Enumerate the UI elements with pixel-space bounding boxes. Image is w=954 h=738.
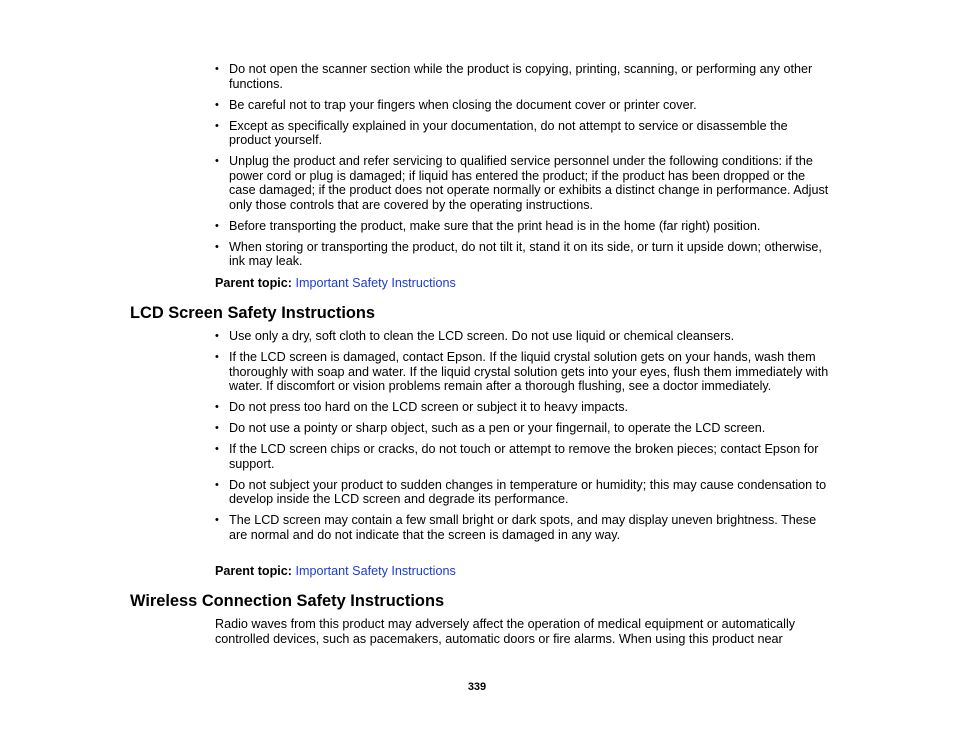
list-item: • Do not subject your product to sudden changes in temperature or humidity; this may cause condensation to develop inside the LCD screen and degrade its performance.	[215, 478, 830, 507]
parent-topic-link[interactable]: Important Safety Instructions	[295, 276, 456, 290]
list-item: • Unplug the product and refer servicing to qualified service personnel under the following conditions: if the power cord or plug is damaged; if liquid has entered the product; if the product has been dropped or the case damaged; if the product does not operate normally or exhibits a distinct change in performance. Adjust only those controls that are covered by the operating instructions.	[215, 154, 830, 212]
list-item: • Do not open the scanner section while the product is copying, printing, scanning, or performing any other functions.	[215, 62, 830, 91]
parent-topic	[215, 564, 456, 579]
list-item: • Before transporting the product, make sure that the print head is in the home (far right) position.	[215, 219, 830, 234]
list-item: • Use only a dry, soft cloth to clean the LCD screen. Do not use liquid or chemical cleansers.	[215, 329, 830, 344]
wireless-paragraph: Radio waves from this product may adversely affect the operation of medical equipment or automatically controlled devices, such as pacemakers, automatic doors or fire alarms. When using this product near	[215, 617, 796, 646]
list-item: • Except as specifically explained in your documentation, do not attempt to service or disassemble the product yourself.	[215, 119, 830, 148]
wireless-section-heading: Wireless Connection Safety Instructions	[130, 592, 445, 610]
parent-topic-label: Parent topic:	[215, 564, 292, 578]
list-item: • If the LCD screen chips or cracks, do not touch or attempt to remove the broken pieces; contact Epson for support.	[215, 442, 830, 471]
safety-bullet-list	[215, 62, 830, 275]
lcd-section-heading: LCD Screen Safety Instructions	[130, 304, 376, 322]
list-item: • The LCD screen may contain a few small bright or dark spots, and may display uneven brightness. These are normal and do not indicate that the screen is damaged in any way.	[215, 513, 830, 542]
list-item: • When storing or transporting the product, do not tilt it, stand it on its side, or turn it upside down; otherwise, ink may leak.	[215, 240, 830, 269]
page-number: 339	[467, 681, 487, 693]
list-item: • Be careful not to trap your fingers when closing the document cover or printer cover.	[215, 98, 830, 113]
list-item: • If the LCD screen is damaged, contact Epson. If the liquid crystal solution gets on your hands, wash them thoroughly with soap and water. If the liquid crystal solution gets into your eyes, flush them immediately with water. If discomfort or vision problems remain after a thorough flushing, see a doctor immediately.	[215, 350, 830, 394]
lcd-bullet-list	[215, 329, 830, 549]
list-item: • Do not use a pointy or sharp object, such as a pen or your fingernail, to operate the LCD screen.	[215, 421, 830, 436]
parent-topic	[215, 276, 456, 291]
parent-topic-label: Parent topic:	[215, 276, 292, 290]
parent-topic-link[interactable]: Important Safety Instructions	[295, 564, 456, 578]
list-item: • Do not press too hard on the LCD screen or subject it to heavy impacts.	[215, 400, 830, 415]
